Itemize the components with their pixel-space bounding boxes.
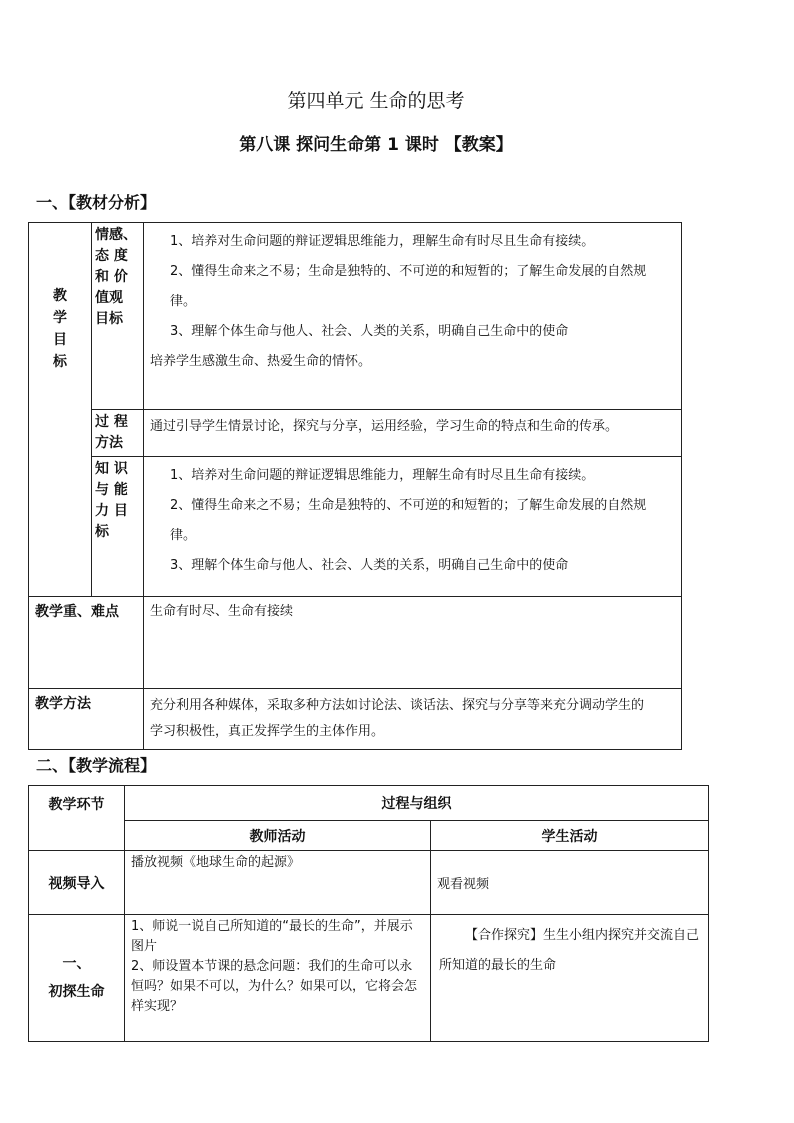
- knowledge-goals-label: 知 识 与 能 力 目 标: [92, 457, 144, 597]
- knowledge-goals-content: 1、培养对生命问题的辩证逻辑思维能力，理解生命有时尽且生命有接续。 2、懂得生命来之不易；生命是独特的、不可逆的和短暂的；了解生命发展的自然规 律。 3、理解个体生命与他人、社会、人类的关系，明确自己生命中的使命: [144, 457, 682, 597]
- process-method-content: 通过引导学生情景讨论，探究与分享，运用经验，学习生命的特点和生命的传承。: [144, 410, 682, 457]
- table-row-teacher: 播放视频《地球生命的起源》: [125, 851, 431, 915]
- table-row-stage: 视频导入: [29, 851, 125, 915]
- process-method-label: 过 程 方法: [92, 410, 144, 457]
- teaching-flow-table: [28, 785, 709, 1042]
- key-points-content: 生命有时尽、生命有接续: [144, 597, 682, 689]
- emotion-goals-label: 情感、 态 度 和 价 值观 目标: [92, 223, 144, 410]
- section-heading-flow: 二、【教学流程】: [36, 756, 157, 775]
- lesson-title: 第八课 探问生命第 1 课时 【教案】: [239, 135, 513, 155]
- table-row-student: 【合作探究】生生小组内探究并交流自己所知道的最长的生命: [431, 915, 709, 1042]
- teaching-method-label: 教学方法: [29, 689, 144, 750]
- table-row-stage: 一、 初探生命: [29, 915, 125, 1042]
- table-row-teacher: 1、师说一说自己所知道的“最长的生命”，并展示图片 2、师设置本节课的悬念问题：我们的生命可以永恒吗？如果不可以，为什么？如果可以，它将会怎样实现？: [125, 915, 431, 1042]
- unit-title: 第四单元 生命的思考: [287, 90, 465, 112]
- process-header: 过程与组织: [125, 786, 709, 821]
- key-points-label: 教学重、难点: [29, 597, 144, 689]
- student-activity-header: 学生活动: [431, 821, 709, 851]
- section-heading-analysis: 一、【教材分析】: [36, 193, 157, 212]
- stage-header: 教学环节: [29, 786, 125, 851]
- teaching-goals-label: 教 学 目 标: [29, 223, 92, 597]
- objectives-table: [28, 222, 682, 750]
- teacher-activity-header: 教师活动: [125, 821, 431, 851]
- teaching-method-content: 充分利用各种媒体，采取多种方法如讨论法、谈话法、探究与分享等来充分调动学生的 学习积极性，真正发挥学生的主体作用。: [144, 689, 682, 750]
- emotion-goals-content: 1、培养对生命问题的辩证逻辑思维能力，理解生命有时尽且生命有接续。 2、懂得生命来之不易；生命是独特的、不可逆的和短暂的；了解生命发展的自然规 律。 3、理解个体生命与他人、社会、人类的关系，明确自己生命中的使命 培养学生感激生命、热爱生命的情怀。: [144, 223, 682, 410]
- table-row-student: 观看视频: [431, 851, 709, 915]
